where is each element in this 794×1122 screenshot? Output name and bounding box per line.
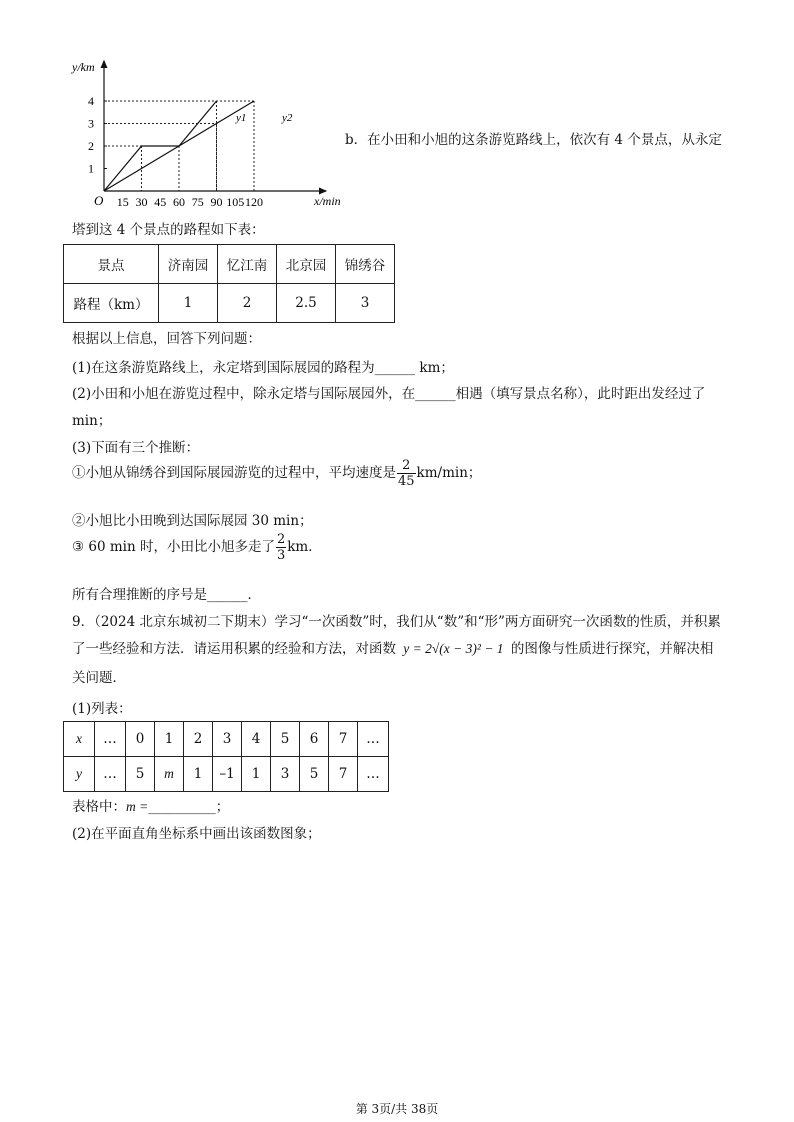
- table-row: [64, 284, 395, 323]
- problem-9: 9．（2024 北京东城初二下期末）学习“一次函数”时，我们从“数”和“形”两方面研究一次函数的性质，并积累: [72, 614, 721, 630]
- table-cell: 路程（km）: [64, 284, 159, 323]
- page-footer: 第 3页/共 38页: [355, 1102, 439, 1116]
- x-tick-label: 60: [173, 195, 185, 209]
- table-cell: 1: [184, 757, 213, 792]
- x-tick-label: 15: [116, 195, 129, 209]
- table-cell: 北京园: [277, 245, 336, 284]
- table-cell: 0: [126, 722, 155, 757]
- scenic-distance-table: [63, 244, 395, 323]
- draw-instruction: (2)在平面直角坐标系中画出该函数图象；: [72, 826, 321, 842]
- list-heading: (1)列表：: [72, 701, 132, 717]
- table-cell: 1: [155, 722, 184, 757]
- intro-text: 根据以上信息，回答下列问题：: [72, 331, 261, 347]
- table-cell: …: [95, 722, 126, 757]
- table-cell: 2: [184, 722, 213, 757]
- inference-2: ②小旭比小田晚到达国际展园 30 min；: [72, 513, 313, 529]
- x-tick-label: 30: [135, 195, 148, 209]
- table-cell: 3: [336, 284, 395, 323]
- y-tick-label: 1: [88, 161, 94, 176]
- inference-3: ③ 60 min 时，小田比小旭多走了 $\frac{2}{3}$ km．: [72, 532, 322, 563]
- origin-label: O: [94, 193, 104, 208]
- table-cell: 1: [242, 757, 271, 792]
- y-tick-label: 4: [88, 94, 94, 108]
- x-tick-label: 105: [226, 195, 245, 209]
- function-formula: y = 2√(x − 3)² − 1: [403, 641, 504, 656]
- m-answer-line: 表格中：m =__________；: [72, 799, 230, 815]
- table-cell: m: [155, 757, 184, 792]
- fraction: $\frac{2}{45}$: [398, 458, 415, 489]
- fraction: $\frac{2}{3}$: [276, 532, 286, 563]
- table-cell: …: [95, 757, 126, 792]
- distance-time-graph: [60, 55, 360, 215]
- table-cell: y: [64, 757, 95, 792]
- paragraph-b-continued: 塔到这 4 个景点的路程如下表：: [72, 222, 265, 238]
- table-cell: 6: [300, 722, 329, 757]
- y-axis-label: y/km: [72, 60, 95, 74]
- x-tick-label: 75: [191, 195, 204, 209]
- table-cell: 锦绣谷: [336, 245, 395, 284]
- table-cell: –1: [213, 757, 242, 792]
- table-cell: …: [358, 722, 389, 757]
- table-row: [64, 722, 389, 757]
- question-2-continued: min；: [72, 413, 112, 429]
- x-tick-label: 45: [154, 195, 167, 209]
- x-tick-label: 90: [210, 195, 223, 209]
- table-cell: 5: [126, 757, 155, 792]
- table-cell: 5: [271, 722, 300, 757]
- table-header-row: [64, 245, 395, 284]
- table-cell: …: [358, 757, 389, 792]
- series-label-y2: y2: [282, 112, 293, 124]
- problem-9-line-3: 关问题．: [72, 670, 126, 686]
- table-cell: 1: [159, 284, 218, 323]
- table-cell: 忆江南: [218, 245, 277, 284]
- function-value-table: [63, 721, 389, 792]
- table-cell: 7: [329, 757, 358, 792]
- table-cell: 5: [300, 757, 329, 792]
- table-cell: 3: [271, 757, 300, 792]
- x-axis-label: x/min: [314, 194, 341, 208]
- y-tick-label: 2: [88, 139, 94, 153]
- table-cell: 2: [218, 284, 277, 323]
- question-3: (3)下面有三个推断：: [72, 440, 200, 456]
- table-cell: x: [64, 722, 95, 757]
- table-cell: 景点: [64, 245, 159, 284]
- question-2: (2)小田和小旭在游览过程中，除永定塔与国际展园外，在______相遇（填写景点名称），此时距出发经过了: [72, 386, 706, 402]
- y-tick-label: 3: [88, 116, 94, 131]
- series-label-y1: y1: [236, 112, 247, 124]
- table-cell: 3: [213, 722, 242, 757]
- question-1: (1)在这条游览路线上，永定塔到国际展园的路程为______ km；: [72, 360, 454, 376]
- problem-9-line-2: 了一些经验和方法．请运用积累的经验和方法，对函数 y = 2√(x − 3)² − 1 的图像与性质进行探究，并解决相: [72, 641, 714, 657]
- table-cell: 7: [329, 722, 358, 757]
- table-row: [64, 757, 389, 792]
- table-cell: 2.5: [277, 284, 336, 323]
- x-tick-label: 120: [245, 195, 263, 209]
- series-line-y2: [104, 101, 254, 191]
- table-cell: 济南园: [159, 245, 218, 284]
- table-cell: 4: [242, 722, 271, 757]
- answer-line: 所有合理推断的序号是______．: [72, 587, 261, 603]
- inference-1: ①小旭从锦绣谷到国际展园游览的过程中，平均速度是 $\frac{2}{45}$ km/min；: [72, 458, 482, 489]
- paragraph-b: b．在小田和小旭的这条游览路线上，依次有 4 个景点，从永定: [345, 132, 722, 148]
